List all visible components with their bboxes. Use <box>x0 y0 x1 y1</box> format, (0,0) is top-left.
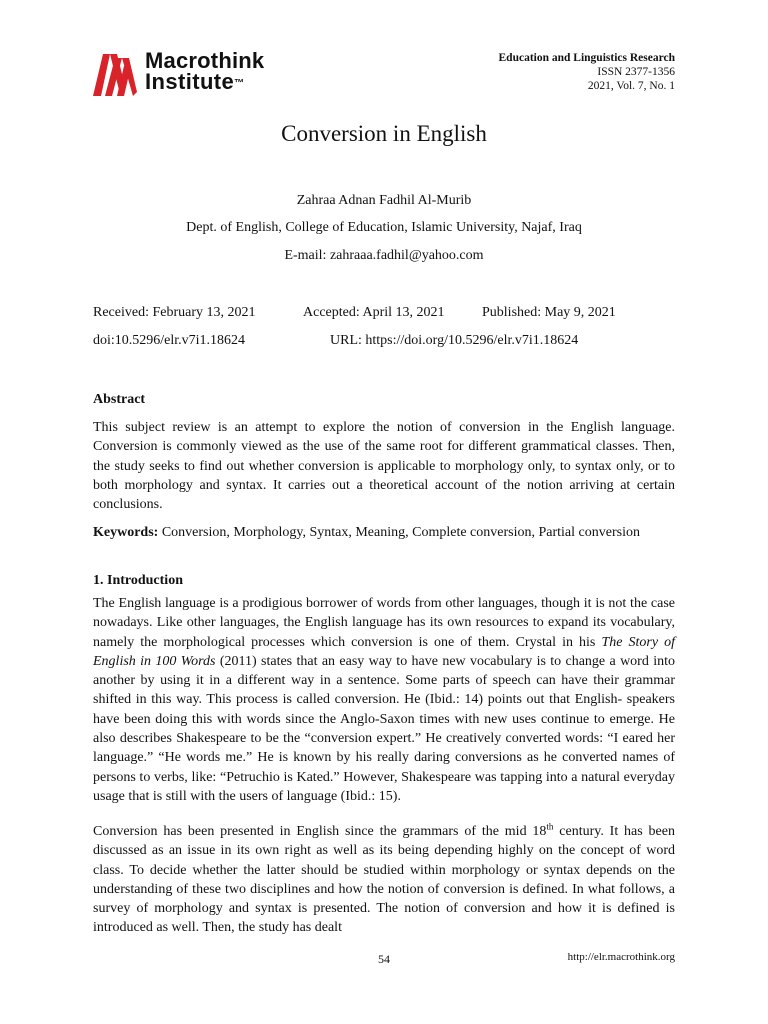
abstract-heading: Abstract <box>93 392 146 407</box>
publisher-logo <box>93 50 293 96</box>
page-number: 54 <box>378 952 390 966</box>
macrothink-m-icon <box>93 52 141 96</box>
article-title: Conversion in English <box>281 121 487 146</box>
paragraph-text: Conversion has been presented in English since the grammars of the mid 18 <box>93 824 547 839</box>
introduction-paragraph-2 <box>93 822 675 938</box>
book-title: The Story of English in 100 Words <box>93 634 676 669</box>
trademark-symbol: ™ <box>234 78 245 89</box>
paragraph-text: (2011) states that an easy way to have new vocabulary is to change a word into another by using it in a different way in a sentence. Some parts of speech can have their grammar shifted in this way. This process is called conversion. He (Ibid.: 14) points out that English- speakers have been doing this with words since the Anglo-Saxon times with new uses continue to emerge. He also describes Shakespeare to be the “conversion expert.” He creatively converted words: “I eared her language.” “He words me.” He is known by his really daring conversions as he converted names of persons to verbs, like: “Petruchio is Kated.” However, Shakespeare was tapping into a natural everyday usage that is still with the users of language (Ibid.: 15). <box>93 653 675 804</box>
ordinal-superscript: th <box>546 821 554 832</box>
logo-wordmark-line2 <box>145 71 264 92</box>
journal-volume: 2021, Vol. 7, No. 1 <box>587 80 675 92</box>
logo-wordmark-line1: Macrothink <box>145 48 265 73</box>
logo-wordmark-institute: Institute <box>145 69 235 94</box>
article-dates <box>93 305 675 323</box>
keywords-label: Keywords: <box>93 525 159 540</box>
journal-name: Education and Linguistics Research <box>498 52 675 64</box>
article-author: Zahraa Adnan Fadhil Al-Murib <box>296 193 472 208</box>
paragraph-text: The English language is a prodigious borrower of words from other languages, though it is not the case nowadays. Like other languages, the English language has its own resources to expand its vocabulary, namely the morphological processes which conversion is one of them. Crystal in his <box>93 596 675 650</box>
keywords <box>93 523 675 542</box>
article-doi: doi:10.5296/elr.v7i1.18624 <box>93 333 246 348</box>
journal-issn: ISSN 2377-1356 <box>597 66 675 78</box>
published-date: Published: May 9, 2021 <box>482 305 616 320</box>
article-url[interactable]: URL: https://doi.org/10.5296/elr.v7i1.18624 <box>330 333 579 348</box>
abstract-text: This subject review is an attempt to explore the notion of conversion in the English language. Conversion is commonly viewed as the use of the same root for different grammatical classes. Then, the study seeks to find out whether conversion is applicable to morphology only, to syntax only, or to both morphology and syntax. It carries out a theoretical account of the notion arriving at certain conclusions. <box>93 420 675 513</box>
journal-info <box>499 51 675 93</box>
article-identifiers <box>93 333 675 351</box>
author-affiliation: Dept. of English, College of Education, Islamic University, Najaf, Iraq <box>186 220 582 235</box>
received-date: Received: February 13, 2021 <box>93 305 256 320</box>
introduction-heading: 1. Introduction <box>93 573 183 588</box>
keywords-list: Conversion, Morphology, Syntax, Meaning, Complete conversion, Partial conversion <box>158 525 640 540</box>
author-email: E-mail: zahraaa.fadhil@yahoo.com <box>284 248 484 263</box>
footer-url[interactable]: http://elr.macrothink.org <box>567 951 675 963</box>
accepted-date: Accepted: April 13, 2021 <box>303 305 445 320</box>
paragraph-text: century. It has been discussed as an issue in its own right as well as its being depending highly on the concept of word class. To decide whether the latter should be studied within morphology or syntax depends on the understanding of these two disciplines and how the notion of conversion is defined. In what follows, a survey of morphology and syntax is presented. The notion of conversion and how it is defined is introduced as well. Then, the study has dealt <box>93 824 675 936</box>
introduction-paragraph-1 <box>93 594 675 806</box>
